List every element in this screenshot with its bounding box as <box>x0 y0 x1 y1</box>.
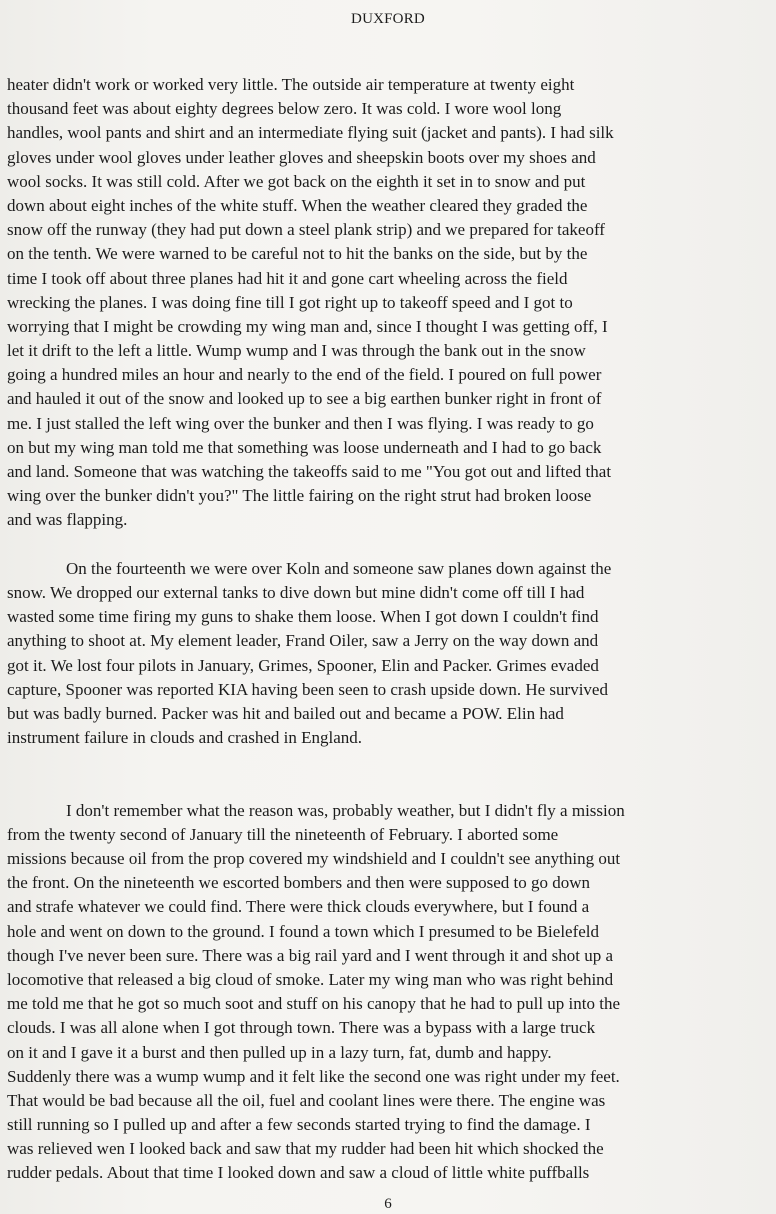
text-line: wool socks. It was still cold. After we got back on the eighth it set in to snow and put <box>7 171 586 191</box>
text-line: me. I just stalled the left wing over the bunker and then I was flying. I was ready to go <box>7 413 594 433</box>
text-line: wrecking the planes. I was doing fine till I got right up to takeoff speed and I got to <box>7 292 573 312</box>
text-line: That would be bad because all the oil, fuel and coolant lines were there. The engine was <box>7 1090 606 1110</box>
text-line: and was flapping. <box>7 510 128 530</box>
paragraph-spacer <box>7 774 767 798</box>
text-line: heater didn't work or worked very little. The outside air temperature at twenty eight <box>7 75 575 94</box>
text-line: and hauled it out of the snow and looked up to see a big earthen bunker right in front of <box>7 389 602 409</box>
text-line: capture, Spooner was reported KIA having been seen to crash upside down. He survived <box>7 679 608 699</box>
text-line: Suddenly there was a wump wump and it felt like the second one was right under my feet. <box>7 1066 620 1086</box>
text-line: got it. We lost four pilots in January, Grimes, Spooner, Elin and Packer. Grimes evaded <box>7 655 599 675</box>
text-line: down about eight inches of the white stuff. When the weather cleared they graded the <box>7 195 588 215</box>
text-line: thousand feet was about eighty degrees below zero. It was cold. I wore wool long <box>7 99 562 119</box>
paragraph-spacer <box>7 750 767 774</box>
text-line: was relieved wen I looked back and saw that my rudder had been hit which shocked the <box>7 1139 604 1159</box>
text-line: from the twenty second of January till the nineteenth of February. I aborted some <box>7 824 559 844</box>
text-line: instrument failure in clouds and crashed in England. <box>7 728 363 748</box>
text-line: snow off the runway (they had put down a steel plank strip) and we prepared for takeoff <box>7 220 605 240</box>
text-line: the front. On the nineteenth we escorted bombers and then were supposed to go down <box>7 873 591 893</box>
text-line: and strafe whatever we could find. There were thick clouds everywhere, but I found a <box>7 897 590 917</box>
text-line: let it drift to the left a little. Wump wump and I was through the bank out in the snow <box>7 341 586 361</box>
text-line: and land. Someone that was watching the takeoffs said to me "You got out and lifted that <box>7 462 612 481</box>
text-line: rudder pedals. About that time I looked down and saw a cloud of little white puffballs <box>7 1163 590 1183</box>
text-line: On the fourteenth we were over Koln and someone saw planes down against the <box>66 558 612 578</box>
text-line: gloves under wool gloves under leather gloves and sheepskin boots over my shoes and <box>7 147 596 167</box>
text-line: on the tenth. We were warned to be careful not to hit the banks on the side, but by the <box>7 244 588 264</box>
text-line: wing over the bunker didn't you?" The little fairing on the right strut had broken loose <box>7 486 592 506</box>
text-line: though I've never been sure. There was a big rail yard and I went through it and shot up a <box>7 945 614 965</box>
text-line: going a hundred miles an hour and nearly to the end of the field. I poured on full power <box>7 365 602 385</box>
text-line: clouds. I was all alone when I got through town. There was a bypass with a large truck <box>7 1018 596 1038</box>
text-line: snow. We dropped our external tanks to dive down but mine didn't come off till I had <box>7 582 585 602</box>
text-line: locomotive that released a big cloud of smoke. Later my wing man who was right behind <box>7 969 614 989</box>
text-line: missions because oil from the prop covered my windshield and I couldn't see anything out <box>7 849 621 868</box>
text-line: time I took off about three planes had hit it and gone cart wheeling across the field <box>7 268 568 288</box>
paragraph-spacer <box>7 533 767 557</box>
text-line: me told me that he got so much soot and stuff on his canopy that he had to pull up into the <box>7 994 621 1014</box>
page-number: 6 <box>384 1196 392 1212</box>
text-line: hole and went on down to the ground. I found a town which I presumed to be Bielefeld <box>7 921 600 941</box>
body-text <box>7 73 767 1186</box>
text-line: wasted some time firing my guns to shake them loose. When I got down I couldn't find <box>7 607 599 627</box>
text-line: anything to shoot at. My element leader, Frand Oiler, saw a Jerry on the way down and <box>7 631 599 651</box>
paragraph-3 <box>7 799 767 1186</box>
text-line: still running so I pulled up and after a few seconds started trying to find the damage. I <box>7 1115 591 1135</box>
text-line: on it and I gave it a burst and then pulled up in a lazy turn, fat, dumb and happy. <box>7 1042 552 1062</box>
paragraph-2 <box>7 557 767 751</box>
text-line: worrying that I might be crowding my wing man and, since I thought I was getting off, I <box>7 316 608 336</box>
text-line: handles, wool pants and shirt and an intermediate flying suit (jacket and pants). I had silk <box>7 123 614 143</box>
running-header: DUXFORD <box>351 11 425 27</box>
paragraph-1 <box>7 73 767 533</box>
text-line: on but my wing man told me that something was loose underneath and I had to go back <box>7 437 602 457</box>
text-line: but was badly burned. Packer was hit and bailed out and became a POW. Elin had <box>7 703 564 723</box>
text-line: I don't remember what the reason was, probably weather, but I didn't fly a mission <box>66 800 625 820</box>
